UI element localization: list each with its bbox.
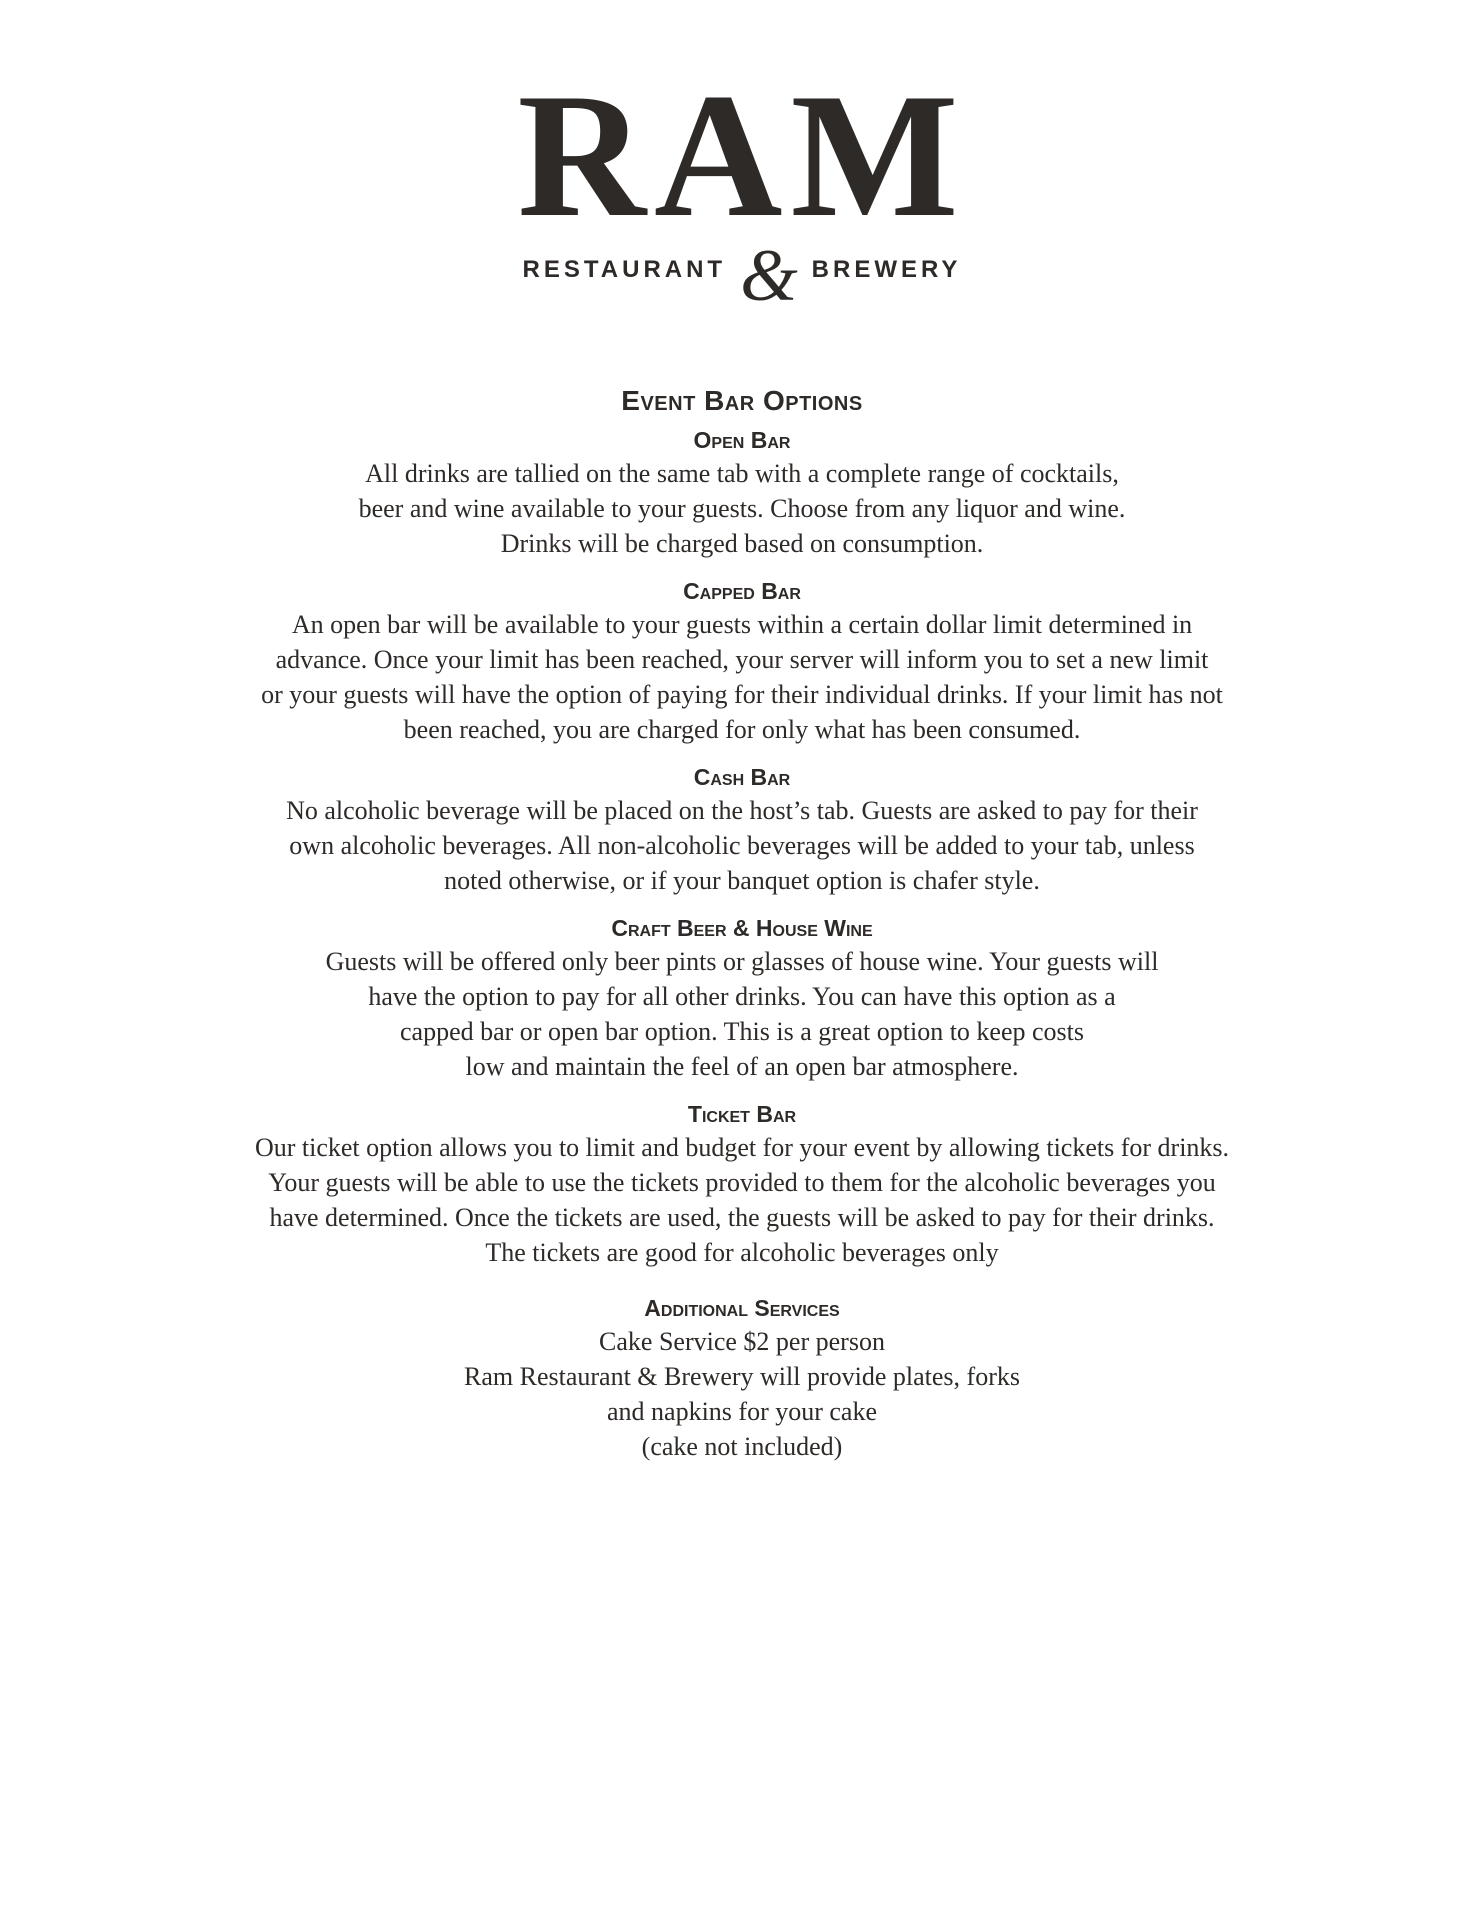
section-heading: Additional Services [644, 1295, 840, 1321]
section-ticket-bar [0, 1098, 1484, 1270]
body-line: Your guests will be able to use the tickets provided to them for the alcoholic beverages you [268, 1168, 1216, 1197]
body-line: The tickets are good for alcoholic beverages only [485, 1238, 999, 1267]
section-capped-bar [0, 575, 1484, 747]
body-line: Guests will be offered only beer pints or glasses of house wine. Your guests will [325, 947, 1159, 976]
section-additional-services [0, 1292, 1484, 1464]
body-line: beer and wine available to your guests. Choose from any liquor and wine. [358, 494, 1126, 523]
section-cash-bar [0, 761, 1484, 898]
body-line: low and maintain the feel of an open bar atmosphere. [465, 1052, 1019, 1081]
body-line: (cake not included) [641, 1432, 843, 1461]
logo-wordmark: RAM [517, 56, 967, 254]
logo-subline [0, 235, 1484, 317]
page-title: Event Bar Options [621, 385, 863, 416]
section-heading: Open Bar [693, 427, 791, 453]
section-heading: Craft Beer & House Wine [611, 915, 873, 941]
logo-right-word: BREWERY [811, 256, 962, 283]
body-line: have the option to pay for all other drinks. You can have this option as a [368, 982, 1116, 1011]
logo-ampersand: & [740, 235, 798, 317]
body-line: or your guests will have the option of paying for their individual drinks. If your limit has not [261, 680, 1223, 709]
body-line: Our ticket option allows you to limit and budget for your event by allowing tickets for drinks. [254, 1133, 1230, 1162]
section-heading: Ticket Bar [687, 1101, 797, 1127]
body-line: advance. Once your limit has been reached, your server will inform you to set a new limit [275, 645, 1209, 674]
body-line: and napkins for your cake [606, 1397, 878, 1426]
body-line: All drinks are tallied on the same tab with a complete range of cocktails, [365, 459, 1119, 488]
section-open-bar [0, 424, 1484, 561]
body-line: have determined. Once the tickets are used, the guests will be asked to pay for their drinks. [269, 1203, 1215, 1232]
body-line: own alcoholic beverages. All non-alcoholic beverages will be added to your tab, unless [289, 831, 1195, 860]
body-line: No alcoholic beverage will be placed on the host’s tab. Guests are asked to pay for their [286, 796, 1198, 825]
body-line: capped bar or open bar option. This is a great option to keep costs [399, 1017, 1084, 1046]
body-line: noted otherwise, or if your banquet option is chafer style. [444, 866, 1040, 895]
body-line: Cake Service $2 per person [599, 1327, 885, 1356]
section-heading: Cash Bar [693, 764, 791, 790]
body-line: An open bar will be available to your guests within a certain dollar limit determined in [291, 610, 1193, 639]
section-craft-beer-house-wine [0, 912, 1484, 1084]
logo-left-word: RESTAURANT [522, 256, 727, 283]
brand-logo [0, 56, 1484, 317]
body-line: Drinks will be charged based on consumption. [500, 529, 984, 558]
body-line: been reached, you are charged for only what has been consumed. [403, 715, 1081, 744]
document-body [0, 382, 1484, 1478]
body-line: Ram Restaurant & Brewery will provide plates, forks [464, 1362, 1020, 1391]
section-heading: Capped Bar [683, 578, 801, 604]
